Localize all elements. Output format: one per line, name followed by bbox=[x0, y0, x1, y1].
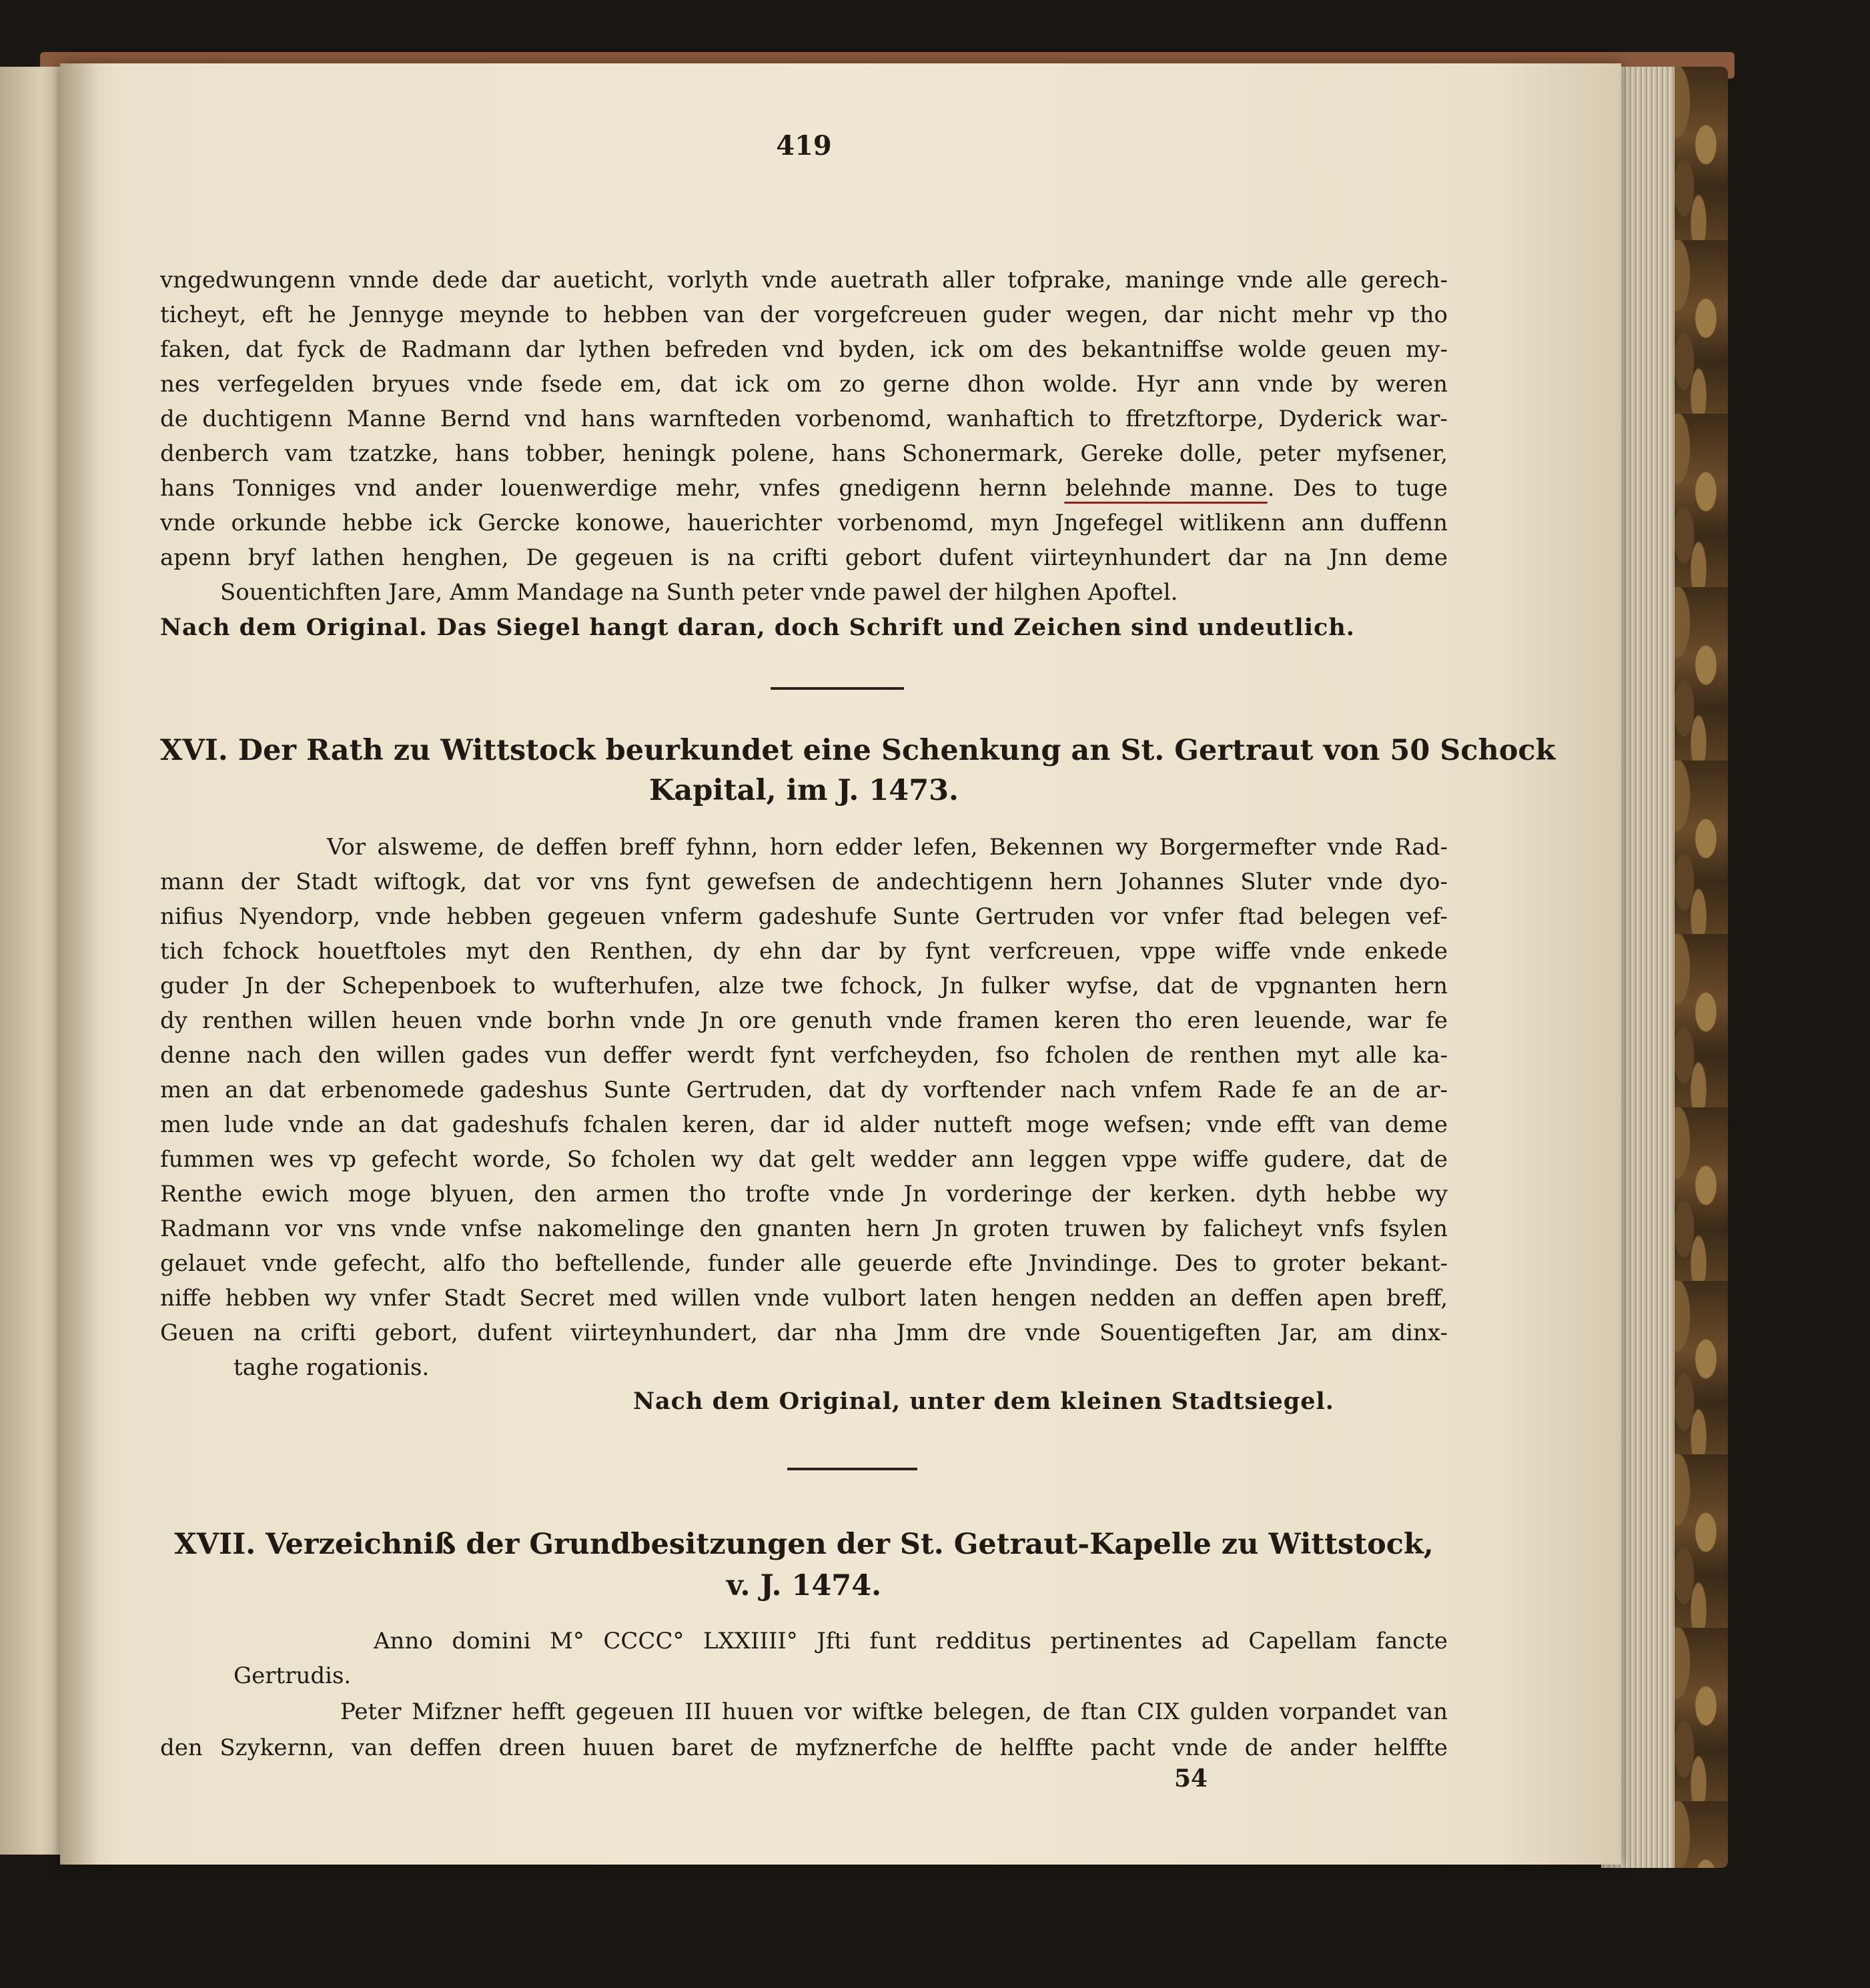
text-line: de duchtigenn Manne Bernd vnd hans warnfteden vorbenomd, wanhaftich to ffretzftorpe, Dyderick war- bbox=[160, 406, 1448, 432]
text-line: tich fchock houetftoles myt den Renthen, dy ehn dar by fynt verfcreuen, vppe wiffe vnde enkede bbox=[160, 938, 1448, 965]
text-line: Geuen na crifti gebort, dufent viirteynhundert, dar nha Jmm dre vnde Souentigeften Jar, am dinx- bbox=[160, 1320, 1448, 1346]
text-line: denne nach den willen gades vun deffer werdt fynt verfcheyden, fso fcholen de renthen myt alle ka- bbox=[160, 1042, 1448, 1069]
source-note: Nach dem Original, unter dem kleinen Stadtsiegel. bbox=[633, 1388, 1334, 1415]
sheet-signature-mark: 54 bbox=[1174, 1765, 1208, 1793]
text-line: nifius Nyendorp, vnde hebben gegeuen vnferm gadeshufe Sunte Gertruden vor vnfer ftad belegen vef- bbox=[160, 903, 1448, 930]
section-heading-continuation: v. J. 1474. bbox=[726, 1569, 882, 1602]
text-line: guder Jn der Schepenboek to wufterhufen, alze twe fchock, Jn fulker wyfse, dat de vpgnanten hern bbox=[160, 973, 1448, 999]
text-line: vnde orkunde hebbe ick Gercke konowe, hauerichter vorbenomd, myn Jngefegel witlikenn ann duffenn bbox=[160, 510, 1448, 536]
text-line: Vor alsweme, de deffen breff fyhnn, horn edder lefen, Bekennen wy Borgermefter vnde Rad- bbox=[327, 834, 1448, 861]
text-line-last: taghe rogationis. bbox=[233, 1354, 430, 1381]
text-line: den Szykernn, van deffen dreen huuen baret de myfznerfche de helffte pacht vnde de ander helffte bbox=[160, 1734, 1448, 1761]
text-line: nes verfegelden bryues vnde fsede em, dat ick om zo gerne dhon wolde. Hyr ann vnde by weren bbox=[160, 371, 1448, 398]
text-line: men an dat erbenomede gadeshus Sunte Gertruden, dat dy vorftender nach vnfem Rade fe an de ar- bbox=[160, 1077, 1448, 1103]
text-line: Renthe ewich moge blyuen, den armen tho trofte vnde Jn vorderinge der kerken. dyth hebbe wy bbox=[160, 1181, 1448, 1207]
text-line: Anno domini M° CCCC° LXXIIII° Jfti funt redditus pertinentes ad Capellam fancte bbox=[374, 1628, 1448, 1654]
text-line: dy renthen willen heuen vnde borhn vnde Jn ore genuth vnde framen keren tho eren leuende, war fe bbox=[160, 1007, 1448, 1034]
text-line: fummen wes vp gefecht worde, So fcholen wy dat gelt wedder ann leggen vppe wiffe gudere, dat de bbox=[160, 1146, 1448, 1173]
section-heading-continuation: Kapital, im J. 1473. bbox=[648, 774, 959, 807]
text-line: Peter Mifzner hefft gegeuen III huuen vor wiftke belegen, de ftan CIX gulden vorpandet van bbox=[340, 1698, 1448, 1725]
text-line: niffe hebben wy vnfer Stadt Secret med willen vnde vulbort laten hengen nedden an deffen apen breff, bbox=[160, 1285, 1448, 1312]
section-heading: XVII. Verzeichniß der Grundbesitzungen der St. Getraut-Kapelle zu Wittstock, bbox=[174, 1528, 1434, 1561]
left-facing-page bbox=[0, 67, 67, 1855]
text-line: faken, dat fyck de Radmann dar lythen befreden vnd byden, ick om des bekantniffse wolde geuen my- bbox=[160, 336, 1448, 363]
page-number: 419 bbox=[776, 130, 832, 161]
text-line: Gertrudis. bbox=[233, 1662, 352, 1689]
text-line: Radmann vor vns vnde vnfse nakomelinge den gnanten hern Jn groten truwen by falicheyt vnfs fsylen bbox=[160, 1215, 1448, 1242]
text-line: vngedwungenn vnnde dede dar aueticht, vorlyth vnde auetrath aller tofprake, maninge vnde alle gerech- bbox=[160, 267, 1448, 294]
page-gutter-shadow bbox=[60, 63, 100, 1865]
text-line: denberch vam tzatzke, hans tobber, heningk polene, hans Schonermark, Gereke dolle, peter myfsener, bbox=[160, 440, 1448, 467]
section-divider bbox=[787, 1468, 917, 1470]
section-divider bbox=[771, 687, 904, 690]
source-note: Nach dem Original. Das Siegel hangt daran, doch Schrift und Zeichen sind undeutlich. bbox=[160, 614, 1355, 641]
text-line: mann der Stadt wiftogk, dat vor vns fynt gewefsen de andechtigenn hern Johannes Sluter vnde dyo- bbox=[160, 869, 1448, 895]
text-line: ticheyt, eft he Jennyge meynde to hebben van der vorgefcreuen guder wegen, dar nicht mehr vp tho bbox=[160, 302, 1448, 328]
text-line-last: Souentichften Jare, Amm Mandage na Sunth peter vnde pawel der hilghen Apoftel. bbox=[220, 579, 1178, 606]
handwritten-underline bbox=[1064, 502, 1268, 504]
section-heading: XVI. Der Rath zu Wittstock beurkundet eine Schenkung an St. Gertraut von 50 Schock bbox=[160, 734, 1556, 767]
text-line: men lude vnde an dat gadeshufs fchalen keren, dar id alder nutteft moge wefsen; vnde efft van deme bbox=[160, 1111, 1448, 1138]
text-line: hans Tonniges vnd ander louenwerdige mehr, vnfes gnedigenn hernn belehnde manne. Des to tuge bbox=[160, 475, 1448, 502]
text-line: gelauet vnde gefecht, alfo tho beftellende, funder alle geuerde efte Jnvindinge. Des to groter bekant- bbox=[160, 1250, 1448, 1277]
text-line: apenn bryf lathen henghen, De gegeuen is na crifti gebort dufent viirteynhundert dar na Jnn deme bbox=[160, 544, 1448, 571]
